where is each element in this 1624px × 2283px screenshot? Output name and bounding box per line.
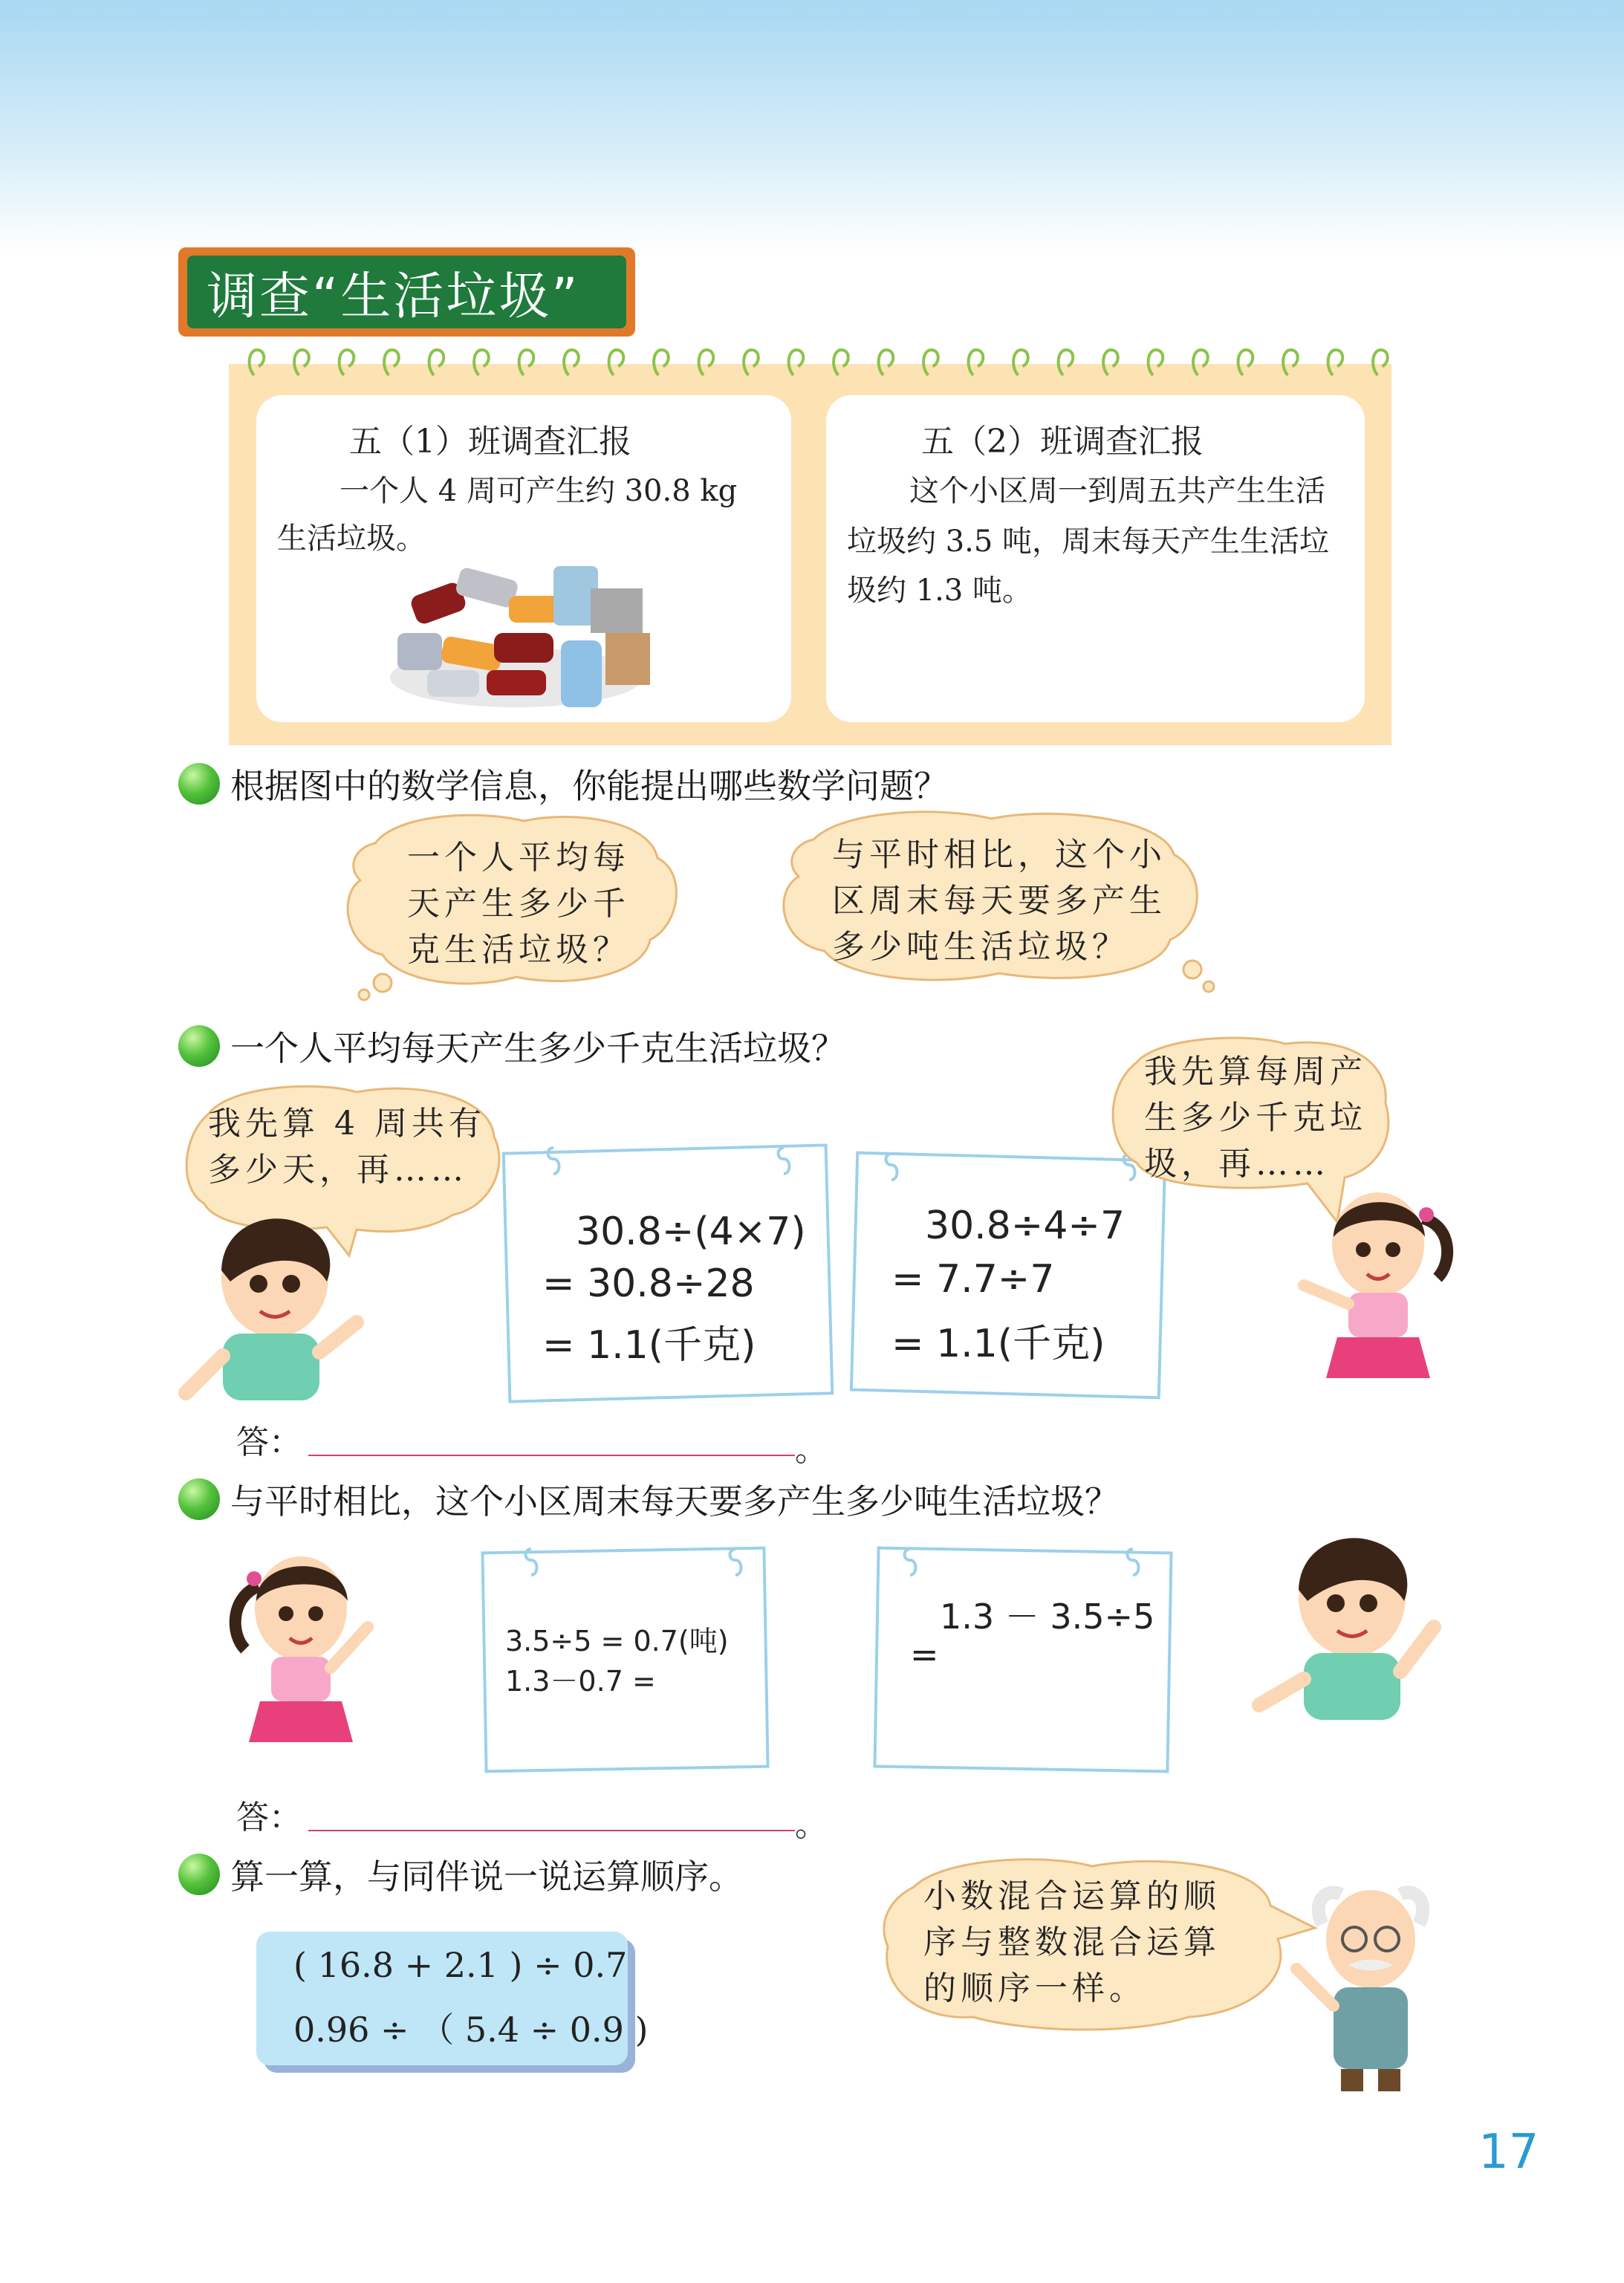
notebook-ring-icon (384, 350, 399, 375)
note-3-line1: 3.5÷5 = 0.7(吨) (505, 1625, 729, 1657)
notebook-ring-icon (609, 350, 624, 375)
note-2-line2: = 7.7÷7 (891, 1257, 1055, 1302)
notebook-ring-icon (969, 350, 984, 375)
notebook-ring-icon (1149, 350, 1163, 375)
notebook-ring-icon (699, 350, 714, 375)
note-3-line2: 1.3－0.7 = (505, 1665, 656, 1698)
green-bullet-icon (178, 763, 220, 805)
calc-expression-2: 0.96 ÷ （ 5.4 ÷ 0.9 ) (293, 2010, 649, 2050)
notebook-ring-icon (923, 350, 938, 375)
bubble-5-line1: 小数混合运算的顺 (923, 1877, 1221, 1915)
report-card-1 (256, 395, 791, 722)
paperclip-icon (880, 1150, 903, 1187)
bubble-3-line1: 我先算 4 周共有 (208, 1105, 486, 1143)
notebook-ring-icon (340, 350, 354, 375)
notebook-ring-icon (519, 350, 534, 375)
top-banner (0, 0, 1624, 253)
bubble-2-line2: 区周末每天要多产生 (832, 882, 1166, 920)
answer-2-label: 答： (236, 1799, 302, 1837)
answer-2-blank[interactable] (308, 1830, 795, 1831)
professor-character (1282, 1880, 1452, 2102)
question-3-text: 与平时相比，这个小区周末每天要多产生多少吨生活垃圾？ (230, 1481, 1119, 1522)
notebook-ring-icon (834, 350, 848, 375)
paperclip-icon (724, 1545, 747, 1582)
answer-1-blank[interactable] (308, 1455, 795, 1456)
bubble-4-line1: 我先算每周产 (1144, 1053, 1367, 1091)
bubble-5-line3: 的顺序一样。 (923, 1969, 1146, 2007)
note-2-line3: = 1.1(千克) (891, 1322, 1105, 1366)
report-1-line2: 生活垃圾。 (277, 522, 426, 556)
paperclip-icon (773, 1144, 795, 1181)
notebook-ring-icon (1059, 350, 1074, 375)
green-bullet-icon (178, 1478, 220, 1520)
notebook-ring-icon (1103, 350, 1118, 375)
question-1 (178, 759, 948, 808)
bubble-2-line1: 与平时相比，这个小 (832, 836, 1166, 874)
paperclip-icon (899, 1545, 921, 1582)
report-1-line1: 一个人 4 周可产生约 30.8 kg (340, 474, 738, 508)
question-3 (178, 1475, 1119, 1524)
report-card-2 (826, 395, 1365, 722)
question-4-text: 算一算，与同伴说一说运算顺序。 (230, 1857, 743, 1897)
paperclip-icon (542, 1144, 565, 1181)
report-2-line3: 圾约 1.3 吨。 (847, 574, 1033, 608)
question-1-text: 根据图中的数学信息，你能提出哪些数学问题？ (230, 766, 948, 806)
notebook-ring-icon (294, 350, 309, 375)
notebook-ring-icon (1328, 350, 1343, 375)
question-2-text: 一个人平均每天产生多少千克生活垃圾？ (230, 1028, 845, 1068)
notebook-ring-icon (250, 350, 264, 375)
report-2-title: 五（2）班调查汇报 (921, 423, 1204, 461)
note-4-line1: 1.3 － 3.5÷5 (940, 1597, 1155, 1637)
paperclip-icon (1122, 1545, 1144, 1582)
bubble-1-line2: 天产生多少千 (407, 885, 630, 923)
notebook-rings-icon (245, 345, 1374, 383)
question-2 (178, 1022, 845, 1071)
bubble-1-line1: 一个人平均每 (407, 839, 630, 877)
notebook-ring-icon (744, 350, 759, 375)
notebook-ring-icon (474, 350, 489, 375)
question-4 (178, 1850, 743, 1899)
note-1-line3: = 1.1(千克) (542, 1323, 756, 1368)
green-bullet-icon (178, 1025, 220, 1067)
bubble-3-line2: 多少天，再…… (208, 1151, 468, 1189)
green-bullet-icon (178, 1854, 220, 1895)
note-2-line1: 30.8÷4÷7 (925, 1204, 1126, 1248)
report-2-line1: 这个小区周一到周五共产生生活 (909, 474, 1325, 508)
bubble-5-line2: 序与整数混合运算 (923, 1923, 1221, 1961)
note-1-line2: = 30.8÷28 (542, 1261, 755, 1306)
boy-character (178, 1211, 371, 1412)
note-4-line2: = (910, 1634, 939, 1675)
bubble-1-line3: 克生活垃圾？ (407, 931, 630, 969)
bubble-4-line3: 圾，再…… (1144, 1145, 1330, 1183)
notebook-ring-icon (879, 350, 894, 375)
notebook-ring-icon (654, 350, 669, 375)
girl-character (1293, 1181, 1456, 1397)
notebook-ring-icon (429, 350, 444, 375)
paperclip-icon (520, 1545, 542, 1582)
bubble-2-line3: 多少吨生活垃圾？ (832, 928, 1129, 966)
answer-1-label: 答： (236, 1423, 302, 1461)
notebook-ring-icon (1238, 350, 1253, 375)
girl-character (223, 1545, 379, 1761)
notebook-ring-icon (1283, 350, 1298, 375)
report-1-title: 五（1）班调查汇报 (349, 423, 631, 461)
page-number: 17 (1478, 2125, 1539, 2180)
notebook-ring-icon (1013, 350, 1028, 375)
section-title-plate (178, 247, 635, 337)
note-1-line1: 30.8÷(4×7) (576, 1209, 806, 1254)
notebook-ring-icon (789, 350, 804, 375)
boy-character (1248, 1530, 1449, 1731)
notebook-ring-icon (1193, 350, 1208, 375)
report-2-line2: 垃圾约 3.5 吨，周末每天产生生活垃 (847, 525, 1330, 559)
answer-1-end: 。 (795, 1431, 828, 1469)
notebook-ring-icon (564, 350, 579, 375)
answer-2-end: 。 (795, 1806, 828, 1844)
section-title: 调查“生活垃圾” (187, 256, 626, 328)
calc-expression-1: ( 16.8 + 2.1 ) ÷ 0.7 (293, 1945, 628, 1985)
bubble-4-line2: 生多少千克垃 (1144, 1099, 1367, 1137)
garbage-pile-image (383, 544, 650, 715)
calculation-box (256, 1932, 649, 2065)
